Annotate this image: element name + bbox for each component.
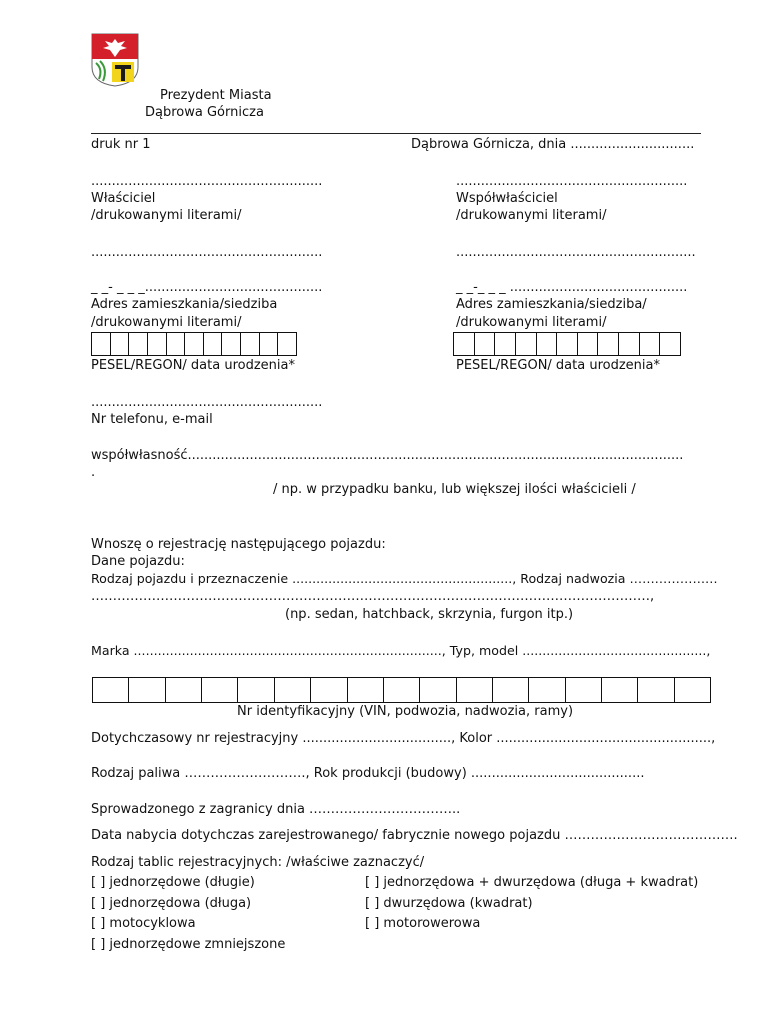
- plate-option[interactable]: [ ] dwurzędowa (kwadrat): [365, 896, 533, 911]
- coownership-field[interactable]: współwłasność........................................................................................................................: [91, 448, 684, 463]
- owner-name-field[interactable]: ........................................................: [91, 174, 323, 189]
- registration-color-field[interactable]: Dotychczasowy nr rejestracyjny ...................................., Kolor ....................................................,: [91, 731, 716, 746]
- owner-caps-note: /drukowanymi literami/: [91, 208, 242, 223]
- owner-id-label: PESEL/REGON/ data urodzenia*: [91, 358, 295, 373]
- owner-label: Właściciel: [91, 191, 156, 206]
- coowner-caps-note: /drukowanymi literami/: [456, 208, 607, 223]
- owner-pesel-boxes[interactable]: [91, 332, 297, 356]
- plate-option[interactable]: [ ] jednorzędowa (długa): [91, 896, 252, 911]
- doc-number: druk nr 1: [91, 137, 151, 152]
- coowner-pesel-boxes[interactable]: [453, 332, 681, 356]
- owner-address-label: Adres zamieszkania/siedziba: [91, 297, 278, 312]
- city-crest-logo: [91, 33, 139, 87]
- coownership-note: / np. w przypadku banku, lub większej ilości właścicieli /: [273, 482, 636, 497]
- coowner-name-field[interactable]: ........................................................: [456, 174, 688, 189]
- owner-phone-field[interactable]: ........................................................: [91, 395, 323, 410]
- fuel-year-field[interactable]: Rodzaj paliwa ………………………., Rok produkcji (budowy) ..........................................: [91, 766, 645, 781]
- vehicle-type-field[interactable]: Rodzaj pojazdu i przeznaczenie ......................................................., Rodzaj nadwozia …………………: [91, 571, 718, 586]
- header-city: Dąbrowa Górnicza: [145, 105, 264, 120]
- registration-request: Wnoszę o rejestrację następującego pojazdu:: [91, 537, 386, 552]
- owner-address-caps-note: /drukowanymi literami/: [91, 315, 242, 330]
- coownership-dot: .: [91, 465, 96, 480]
- make-model-field[interactable]: Marka ............................................................................., Typ, model ..............................................,: [91, 643, 711, 658]
- vehicle-data-label: Dane pojazdu:: [91, 554, 185, 569]
- header-divider: [91, 133, 701, 134]
- body-type-hint: (np. sedan, hatchback, skrzynia, furgon itp.): [285, 607, 574, 622]
- coowner-address-label: Adres zamieszkania/siedziba/: [456, 297, 647, 312]
- owner-address-field[interactable]: ........................................................: [91, 245, 323, 260]
- coowner-postal-field[interactable]: _ _-_ _ _ ...........................................: [456, 280, 688, 295]
- purchase-date-field[interactable]: Data nabycia dotychczas zarejestrowanego/ fabrycznie nowego pojazdu ………………………………….: [91, 828, 738, 843]
- coowner-id-label: PESEL/REGON/ data urodzenia*: [456, 358, 660, 373]
- header-title: Prezydent Miasta: [160, 88, 272, 103]
- body-type-field[interactable]: …………………………………………………………………………………………………………………,: [91, 589, 655, 604]
- coowner-address-field[interactable]: ..........................................................: [456, 245, 696, 260]
- coowner-address-caps-note: /drukowanymi literami/: [456, 315, 607, 330]
- date-field[interactable]: Dąbrowa Górnicza, dnia ..............................: [411, 137, 695, 152]
- vin-label: Nr identyfikacyjny (VIN, podwozia, nadwozia, ramy): [237, 704, 574, 719]
- import-date-field[interactable]: Sprowadzonego z zagranicy dnia ……………………………..: [91, 802, 461, 817]
- owner-phone-label: Nr telefonu, e-mail: [91, 412, 213, 427]
- plate-option[interactable]: [ ] jednorzędowe (długie): [91, 875, 255, 890]
- vin-boxes[interactable]: [92, 677, 711, 703]
- owner-postal-field[interactable]: _ _- _ _ _...........................................: [91, 280, 323, 295]
- plate-option[interactable]: [ ] motorowerowa: [365, 916, 481, 931]
- plate-option[interactable]: [ ] motocyklowa: [91, 916, 196, 931]
- plates-label: Rodzaj tablic rejestracyjnych: /właściwe zaznaczyć/: [91, 855, 425, 870]
- plate-option[interactable]: [ ] jednorzędowa + dwurzędowa (długa + kwadrat): [365, 875, 699, 890]
- plate-option[interactable]: [ ] jednorzędowe zmniejszone: [91, 937, 286, 952]
- coowner-label: Współwłaściciel: [456, 191, 558, 206]
